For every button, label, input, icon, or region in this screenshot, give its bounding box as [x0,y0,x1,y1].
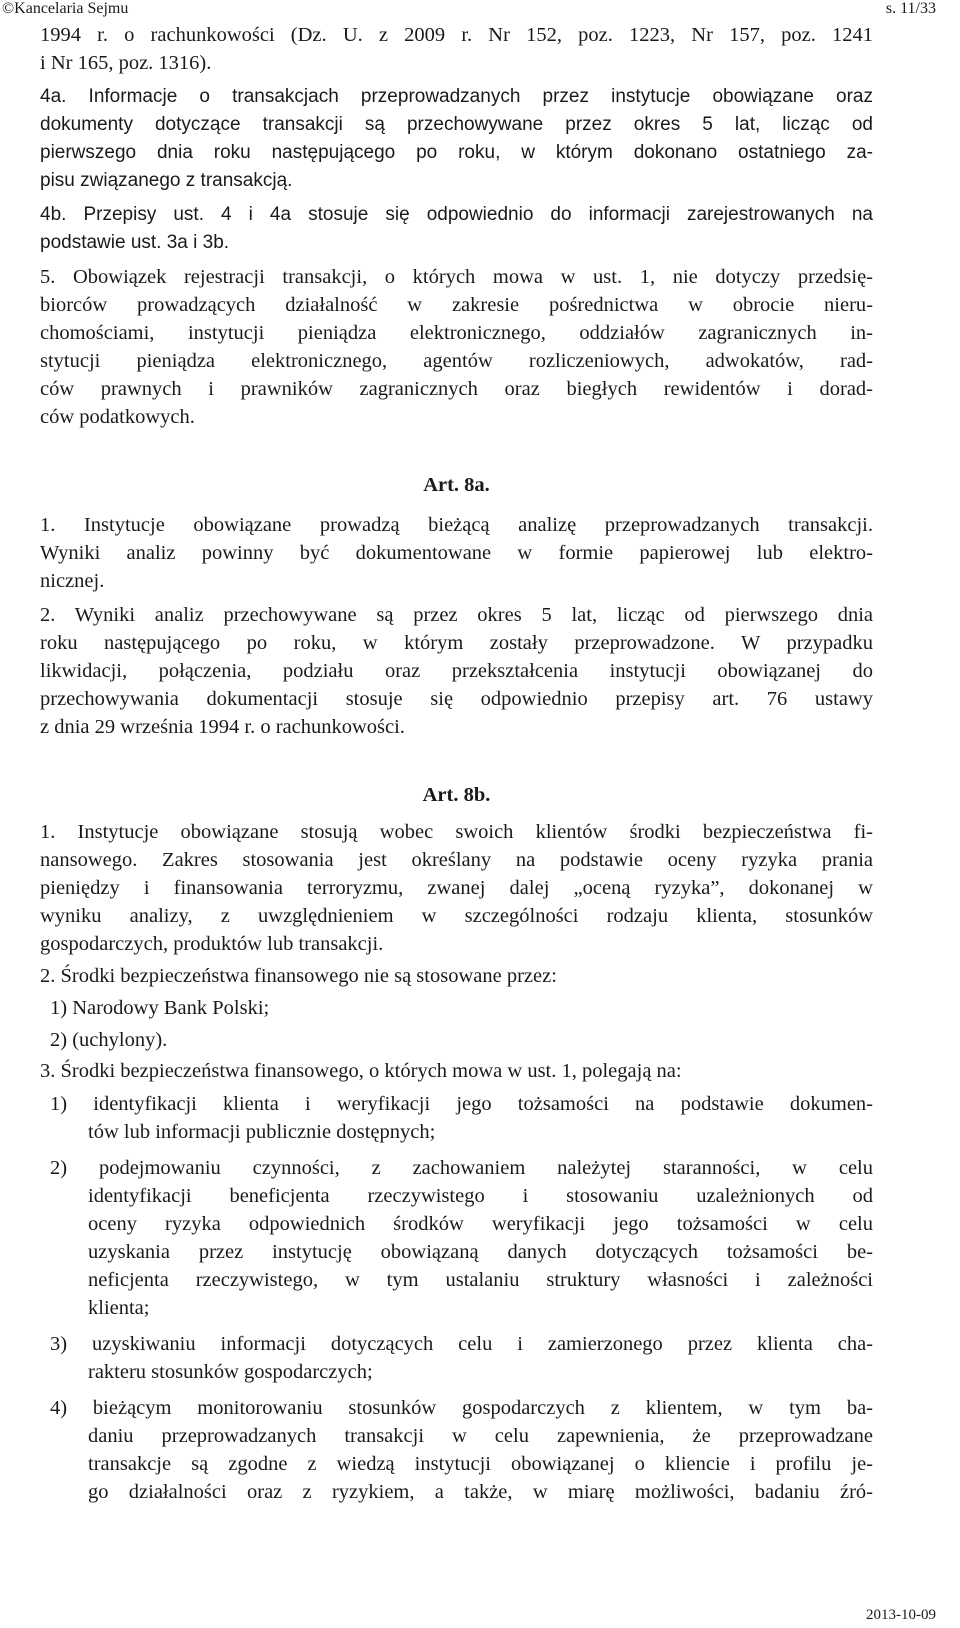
list-item: tów lub informacji publicznie dostępnych; [88,1121,436,1143]
list-item: 2) (uchylony). [50,1029,168,1051]
list-item: 1) Narodowy Bank Polski; [50,997,270,1019]
text-line: stytucji pieniądza elektronicznego, agentów rozliczeniowych, adwokatów, rad- [40,350,873,372]
text-line: pieniędzy i finansowania terroryzmu, zwanej dalej „oceną ryzyka”, dokonanej w [40,877,873,899]
text-line: wyniku analizy, z uwzględnieniem w szczególności rodzaju klienta, stosunków [40,905,873,927]
text-line: gospodarczych, produktów lub transakcji. [40,933,384,955]
text-line: nansowego. Zakres stosowania jest określany na podstawie oceny ryzyka prania [40,849,873,871]
text-line: 4a. Informacje o transakcjach przeprowadzanych przez instytucje obowiązane oraz [40,86,873,107]
text-line: dokumenty dotyczące transakcji są przechowywane przez okres 5 lat, licząc od [40,114,873,135]
list-item: daniu przeprowadzanych transakcji w celu zapewnienia, że przeprowadzane [88,1425,873,1447]
text-line: 5. Obowiązek rejestracji transakcji, o których mowa w ust. 1, nie dotyczy przedsię- [40,266,873,288]
list-item: transakcje są zgodne z wiedzą instytucji obowiązanej o kliencie i profilu je- [88,1453,873,1475]
text-line: 2. Wyniki analiz przechowywane są przez okres 5 lat, licząc od pierwszego dnia [40,604,873,626]
text-line: i Nr 165, poz. 1316). [40,52,212,74]
text-line: likwidacji, połączenia, podziału oraz przekształcenia instytucji obowiązanej do [40,660,873,682]
list-item: go działalności oraz z ryzykiem, a także, w miarę możliwości, badaniu źró- [88,1481,873,1503]
footer-date: 2013-10-09 [866,1607,936,1623]
text-line: 4b. Przepisy ust. 4 i 4a stosuje się odpowiednio do informacji zarejestrowanych na [40,204,873,225]
list-item: uzyskania przez instytucję obowiązaną danych dotyczących tożsamości be- [88,1241,873,1263]
text-line: pisu związanego z transakcją. [40,170,293,191]
text-line: 1994 r. o rachunkowości (Dz. U. z 2009 r. Nr 152, poz. 1223, Nr 157, poz. 1241 [40,24,873,46]
text-line: chomościami, instytucji pieniądza elektronicznego, oddziałów zagranicznych in- [40,322,873,344]
list-item: neficjenta rzeczywistego, w tym ustalaniu struktury własności i zależności [88,1269,873,1291]
text-line: 1. Instytucje obowiązane prowadzą bieżącą analizę przeprowadzanych transakcji. [40,514,873,536]
list-item: identyfikacji beneficjenta rzeczywistego i stosowaniu uzależnionych od [88,1185,873,1207]
text-line: ców podatkowych. [40,406,195,428]
text-line: pierwszego dnia roku następującego po roku, w którym dokonano ostatniego za- [40,142,873,163]
list-item: oceny ryzyka odpowiednich środków weryfikacji jego tożsamości w celu [88,1213,873,1235]
article-heading: Art. 8b. [422,784,491,806]
article-heading: Art. 8a. [423,474,490,496]
text-line: biorców prowadzących działalność w zakresie pośrednictwa w obrocie nieru- [40,294,873,316]
list-item: 1) identyfikacji klienta i weryfikacji jego tożsamości na podstawie dokumen- [50,1093,873,1115]
text-line: nicznej. [40,570,105,592]
text-line: przechowywania dokumentacji stosuje się odpowiednio przepisy art. 76 ustawy [40,688,873,710]
list-item: klienta; [88,1297,150,1319]
list-item: 3) uzyskiwaniu informacji dotyczących celu i zamierzonego przez klienta cha- [50,1333,873,1355]
header-copyright: ©Kancelaria Sejmu [2,0,129,17]
list-item: 4) bieżącym monitorowaniu stosunków gospodarczych z klientem, w tym ba- [50,1397,873,1419]
page-number: s. 11/33 [885,0,936,17]
text-line: 3. Środki bezpieczeństwa finansowego, o których mowa w ust. 1, polegają na: [40,1060,682,1082]
text-line: roku następującego po roku, w którym zostały przeprowadzone. W przypadku [40,632,873,654]
text-line: z dnia 29 września 1994 r. o rachunkowości. [40,716,405,738]
list-item: 2) podejmowaniu czynności, z zachowaniem należytej staranności, w celu [50,1157,873,1179]
text-line: 2. Środki bezpieczeństwa finansowego nie są stosowane przez: [40,965,557,987]
text-line: Wyniki analiz powinny być dokumentowane w formie papierowej lub elektro- [40,542,873,564]
text-line: ców prawnych i prawników zagranicznych oraz biegłych rewidentów i dorad- [40,378,873,400]
text-line: podstawie ust. 3a i 3b. [40,232,230,253]
list-item: rakteru stosunków gospodarczych; [88,1361,373,1383]
text-line: 1. Instytucje obowiązane stosują wobec swoich klientów środki bezpieczeństwa fi- [40,821,873,843]
